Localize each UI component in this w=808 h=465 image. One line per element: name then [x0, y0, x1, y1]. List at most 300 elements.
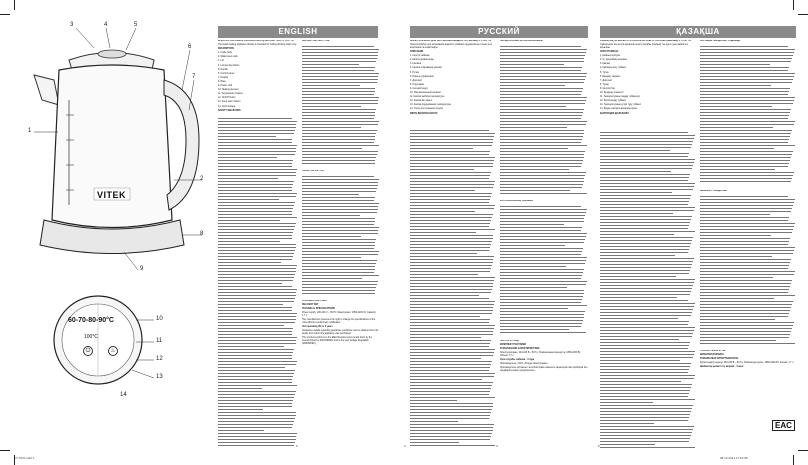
english-section-4-title: CLEANING AND CARE: [302, 300, 327, 302]
text-line: [302, 52, 378, 53]
russian-part: 3. Крышка: [410, 63, 421, 66]
text-line: [218, 136, 276, 137]
text-line: [500, 320, 583, 321]
kazakh-part: 5. Тұтқа: [600, 71, 609, 74]
text-line: [410, 307, 493, 308]
text-line: [218, 403, 292, 404]
text-line: [218, 130, 295, 131]
text-line: [218, 199, 279, 200]
text-line: [218, 202, 295, 203]
text-line: [218, 121, 297, 122]
text-line: [700, 244, 788, 245]
text-line: [410, 427, 493, 428]
text-line: [302, 127, 361, 128]
english-safety-title: SAFETY MEASURES: [218, 109, 241, 112]
crop-mark: [793, 0, 794, 10]
text-line: [700, 334, 790, 335]
text-line: [600, 426, 694, 427]
text-line: [500, 272, 583, 273]
text-line: [410, 139, 493, 140]
text-line: [218, 328, 293, 329]
text-line: [302, 176, 374, 177]
text-line: [700, 280, 792, 281]
english-part: 8. Base: [218, 80, 226, 83]
text-line: [600, 390, 690, 391]
text-line: [500, 332, 586, 333]
text-line: [500, 97, 587, 98]
text-line: [410, 133, 495, 134]
text-line: [600, 342, 690, 343]
callout-3: 3: [70, 22, 74, 28]
text-line: [700, 223, 795, 224]
callout-1: 1: [28, 128, 32, 134]
text-line: [410, 370, 489, 371]
text-line: [218, 157, 277, 158]
text-line: [600, 396, 688, 397]
text-line: [700, 46, 788, 47]
text-line: [302, 55, 378, 56]
text-line: [218, 322, 295, 323]
text-line: [500, 73, 587, 74]
text-line: [410, 229, 495, 230]
text-line: [218, 421, 294, 422]
text-line: [218, 259, 292, 260]
crop-mark: [793, 455, 794, 465]
text-line: [700, 85, 771, 86]
text-line: [700, 319, 775, 320]
text-line: [218, 334, 292, 335]
text-line: [700, 259, 791, 260]
text-line: [218, 346, 284, 347]
text-line: [218, 205, 294, 206]
text-line: [218, 166, 292, 167]
text-line: [218, 190, 292, 191]
text-line: [302, 212, 377, 213]
callout-11: 11: [156, 338, 163, 344]
text-line: [600, 282, 694, 283]
text-line: [410, 340, 491, 341]
text-line: [600, 414, 690, 415]
text-line: [302, 218, 375, 219]
text-line: [218, 133, 294, 134]
text-line: [302, 163, 375, 164]
text-line: [600, 231, 695, 232]
russian-part: 2. Шкала уровня воды: [410, 59, 434, 62]
text-line: [218, 343, 296, 344]
text-line: [600, 201, 689, 202]
english-body-text-a: [218, 118, 298, 448]
text-line: [600, 408, 692, 409]
text-line: [302, 287, 376, 288]
text-line: [700, 157, 791, 158]
text-line: [700, 136, 790, 137]
text-line: [410, 280, 494, 281]
text-line: [302, 157, 376, 158]
text-line: [410, 241, 492, 242]
text-line: [500, 263, 585, 264]
text-line: [700, 256, 772, 257]
text-line: [218, 154, 295, 155]
text-line: [600, 165, 693, 166]
text-line: [218, 406, 292, 407]
text-line: [302, 227, 379, 228]
english-part: 10. Heating element: [218, 89, 239, 92]
text-line: [700, 175, 793, 176]
russian-section-4-title: ЧИСТКА И УХОД: [500, 340, 519, 342]
text-line: [700, 97, 795, 98]
text-line: [410, 403, 493, 404]
text-line: [500, 133, 584, 134]
text-line: [410, 421, 458, 422]
text-line: [500, 224, 564, 225]
text-line: [302, 115, 375, 116]
text-line: [302, 121, 379, 122]
text-line: [700, 73, 795, 74]
text-line: [302, 160, 375, 161]
russian-part: 13. Кнопка поддержания температуры: [410, 104, 451, 107]
text-line: [700, 229, 793, 230]
text-line: [500, 236, 586, 237]
text-line: [600, 363, 691, 364]
text-line: [700, 268, 788, 269]
text-line: [700, 343, 795, 344]
text-line: [700, 124, 794, 125]
text-line: [600, 435, 691, 436]
text-line: [600, 294, 690, 295]
text-line: [700, 145, 795, 146]
text-line: [500, 106, 566, 107]
text-line: [410, 160, 494, 161]
text-line: [600, 411, 691, 412]
text-line: [500, 269, 584, 270]
text-line: [700, 331, 791, 332]
text-line: [500, 136, 583, 137]
russian-part: 9. Сетевой шнур: [410, 87, 428, 90]
text-line: [500, 260, 586, 261]
text-line: [302, 88, 375, 89]
text-line: [700, 283, 791, 284]
text-line: [302, 221, 375, 222]
text-line: [600, 324, 688, 325]
text-line: [302, 206, 378, 207]
text-line: [218, 226, 295, 227]
kazakh-body-text-c: [700, 196, 796, 346]
text-line: [600, 288, 692, 289]
text-line: [218, 385, 297, 386]
text-line: [302, 230, 378, 231]
text-line: [410, 349, 495, 350]
text-line: [500, 91, 582, 92]
text-line: [500, 94, 581, 95]
english-part: 12. On/Off button: [218, 97, 236, 100]
text-line: [600, 306, 694, 307]
text-line: [500, 148, 568, 149]
text-line: [600, 429, 693, 430]
text-line: [500, 157, 584, 158]
text-line: [700, 58, 792, 59]
text-line: [700, 49, 795, 50]
text-line: [500, 293, 584, 294]
text-line: [218, 445, 294, 446]
text-line: [218, 409, 263, 410]
russian-part: 4. Кнопка открывания крышки: [410, 67, 442, 70]
text-line: [700, 82, 792, 83]
text-line: [302, 197, 375, 198]
text-line: [218, 298, 295, 299]
text-line: [600, 375, 695, 376]
text-line: [410, 364, 491, 365]
text-line: [410, 316, 480, 317]
text-line: [302, 133, 376, 134]
text-line: [700, 196, 788, 197]
text-line: [700, 235, 771, 236]
text-line: [700, 313, 789, 314]
text-line: [600, 216, 692, 217]
text-line: [700, 154, 792, 155]
text-line: [600, 261, 693, 262]
english-section-2-title: BEFORE THE FIRST USE: [302, 40, 330, 42]
text-line: [410, 181, 495, 182]
text-line: [600, 171, 671, 172]
text-line: [600, 393, 689, 394]
text-line: [600, 162, 694, 163]
text-line: [600, 405, 693, 406]
text-line: [410, 310, 493, 311]
text-line: [218, 238, 292, 239]
text-line: [500, 245, 565, 246]
text-line: [600, 423, 654, 424]
text-line: [410, 154, 489, 155]
text-line: [700, 160, 790, 161]
text-line: [410, 406, 493, 407]
text-line: [500, 278, 581, 279]
text-line: [218, 301, 294, 302]
text-line: [500, 305, 587, 306]
text-line: [410, 361, 492, 362]
text-line: [410, 352, 494, 353]
text-line: [500, 302, 581, 303]
text-line: [302, 103, 378, 104]
text-line: [500, 64, 564, 65]
header-russian: РУССКИЙ: [410, 26, 588, 38]
text-line: [218, 376, 293, 377]
text-line: [218, 220, 280, 221]
text-line: [302, 269, 375, 270]
text-line: [218, 394, 295, 395]
text-line: [218, 391, 296, 392]
kazakh-body-text-b: [700, 46, 796, 186]
text-line: [218, 253, 294, 254]
kettle-spout: [34, 75, 59, 105]
text-line: [700, 298, 774, 299]
text-line: [700, 127, 773, 128]
text-line: [218, 382, 292, 383]
text-line: [302, 284, 377, 285]
text-line: [218, 292, 296, 293]
text-line: [700, 208, 792, 209]
text-line: [410, 184, 494, 185]
text-line: [600, 156, 688, 157]
kazakh-title: СҰЙЫҚТЫҚТЫ ЖЫЛЫТУҒА АРНАЛҒАН ЭЛЕКТР АСПАБЫ (ШӘЙНЕК) VT-7047 TR: [600, 40, 692, 42]
text-line: [500, 323, 582, 324]
text-line: [500, 308, 568, 309]
kazakh-section-4-title: ТАЗАЛАУ ЖӘНЕ КҮТІМ: [700, 350, 726, 352]
text-line: [218, 325, 284, 326]
text-line: [302, 139, 375, 140]
text-line: [218, 250, 295, 251]
text-line: [218, 307, 292, 308]
text-line: [410, 412, 491, 413]
text-line: [302, 257, 361, 258]
text-line: [410, 439, 490, 440]
page-number: 4: [496, 444, 498, 448]
text-line: [500, 88, 583, 89]
text-line: [700, 220, 788, 221]
text-line: [410, 337, 481, 338]
text-line: [410, 286, 493, 287]
text-line: [500, 233, 587, 234]
text-line: [700, 112, 790, 113]
text-line: [410, 250, 489, 251]
text-line: [700, 103, 793, 104]
text-line: [410, 223, 490, 224]
text-line: [500, 70, 581, 71]
text-line: [500, 239, 585, 240]
kazakh-part: 7. Дисплей: [600, 79, 612, 82]
footer-timestamp: 08.12.2014 17:10:05: [720, 456, 748, 460]
text-line: [500, 163, 582, 164]
kazakh-warranty: Шәйнектің қызмет ету мерзімі - 3 жыл: [700, 366, 744, 369]
text-line: [218, 172, 296, 173]
text-line: [218, 262, 281, 263]
russian-column-2c: [500, 340, 588, 450]
text-line: [218, 418, 295, 419]
page-number: 2: [296, 444, 298, 448]
text-line: [600, 309, 693, 310]
text-line: [500, 296, 583, 297]
text-line: [600, 402, 653, 403]
text-line: [218, 433, 297, 434]
text-line: [700, 277, 773, 278]
text-line: [500, 311, 585, 312]
text-line: [218, 196, 296, 197]
text-line: [500, 49, 587, 50]
text-line: [600, 312, 692, 313]
text-line: [410, 325, 495, 326]
callout-7: 7: [192, 74, 196, 80]
page-number: 3: [404, 444, 406, 448]
text-line: [218, 427, 292, 428]
text-line: [410, 301, 495, 302]
text-line: [700, 130, 792, 131]
text-line: [500, 314, 584, 315]
english-section-5-title: DELIVERY SET: [302, 304, 319, 307]
text-line: [302, 275, 379, 276]
text-line: [410, 283, 493, 284]
english-eac: This product conforms to the EMC Requirements as laid down by the Council Directive 2004/108/EC and to the Low Voltage Regulation (2006/95/EC).: [302, 337, 373, 346]
callout-6: 6: [188, 44, 192, 50]
russian-description-title: ОПИСАНИЕ: [410, 51, 424, 54]
text-line: [302, 278, 362, 279]
text-line: [302, 79, 378, 80]
text-line: [500, 221, 584, 222]
text-line: [302, 263, 376, 264]
text-line: [410, 343, 490, 344]
text-line: [410, 436, 491, 437]
keep-warm-icon: ♨: [108, 346, 118, 356]
text-line: [410, 172, 491, 173]
english-part: 13. Keep warm button: [218, 101, 241, 104]
text-line: [218, 274, 295, 275]
text-line: [500, 142, 581, 143]
text-line: [500, 254, 581, 255]
text-line: [600, 204, 688, 205]
text-line: [500, 227, 582, 228]
text-line: [700, 181, 791, 182]
text-line: [500, 184, 583, 185]
kazakh-description-title: СИПАТТАМАСЫ: [600, 51, 619, 54]
kazakh-section-6-title: ТЕХНИКАЛЫҚ СИПАТТАМАЛАРЫ: [700, 358, 739, 361]
text-line: [302, 188, 377, 189]
text-line: [410, 430, 493, 431]
text-line: [700, 178, 792, 179]
kazakh-part: 10. Қыздыру элементі: [600, 92, 624, 95]
callout-4: 4: [104, 22, 108, 28]
text-line: [302, 151, 378, 152]
text-line: [600, 321, 689, 322]
text-line: [218, 139, 292, 140]
text-line: [410, 355, 493, 356]
text-line: [218, 304, 283, 305]
text-line: [500, 175, 585, 176]
text-line: [302, 236, 361, 237]
text-line: [700, 139, 789, 140]
text-line: [218, 124, 296, 125]
text-line: [302, 224, 374, 225]
text-line: [600, 330, 694, 331]
text-line: [410, 145, 492, 146]
text-line: [600, 384, 692, 385]
text-line: [410, 442, 459, 443]
russian-part: 1. Корпус чайника: [410, 55, 430, 58]
text-line: [302, 64, 359, 65]
text-line: [410, 175, 490, 176]
text-line: [500, 206, 581, 207]
text-line: [218, 388, 262, 389]
text-line: [600, 420, 688, 421]
russian-body-text-c: [500, 206, 588, 336]
english-section-3-title: USING THE KETTLE: [302, 170, 325, 172]
text-line: [410, 358, 481, 359]
text-line: [500, 212, 586, 213]
text-line: [500, 215, 585, 216]
text-line: [302, 154, 377, 155]
text-line: [600, 255, 675, 256]
text-line: [410, 232, 476, 233]
text-line: [218, 349, 294, 350]
text-line: [600, 372, 688, 373]
text-line: [700, 337, 789, 338]
text-line: [500, 115, 582, 116]
text-line: [500, 127, 567, 128]
russian-manufacturer: Производитель: ООО «Голдер Электроникс»: [500, 363, 548, 366]
text-line: [302, 94, 374, 95]
russian-note: Производитель оставляет за собой право изменять характеристики приборов без предварительного уведомления.: [500, 367, 588, 373]
text-line: [302, 182, 378, 183]
text-line: [700, 271, 795, 272]
russian-part: 10. Нагревательный элемент: [410, 92, 442, 95]
text-line: [410, 445, 495, 446]
